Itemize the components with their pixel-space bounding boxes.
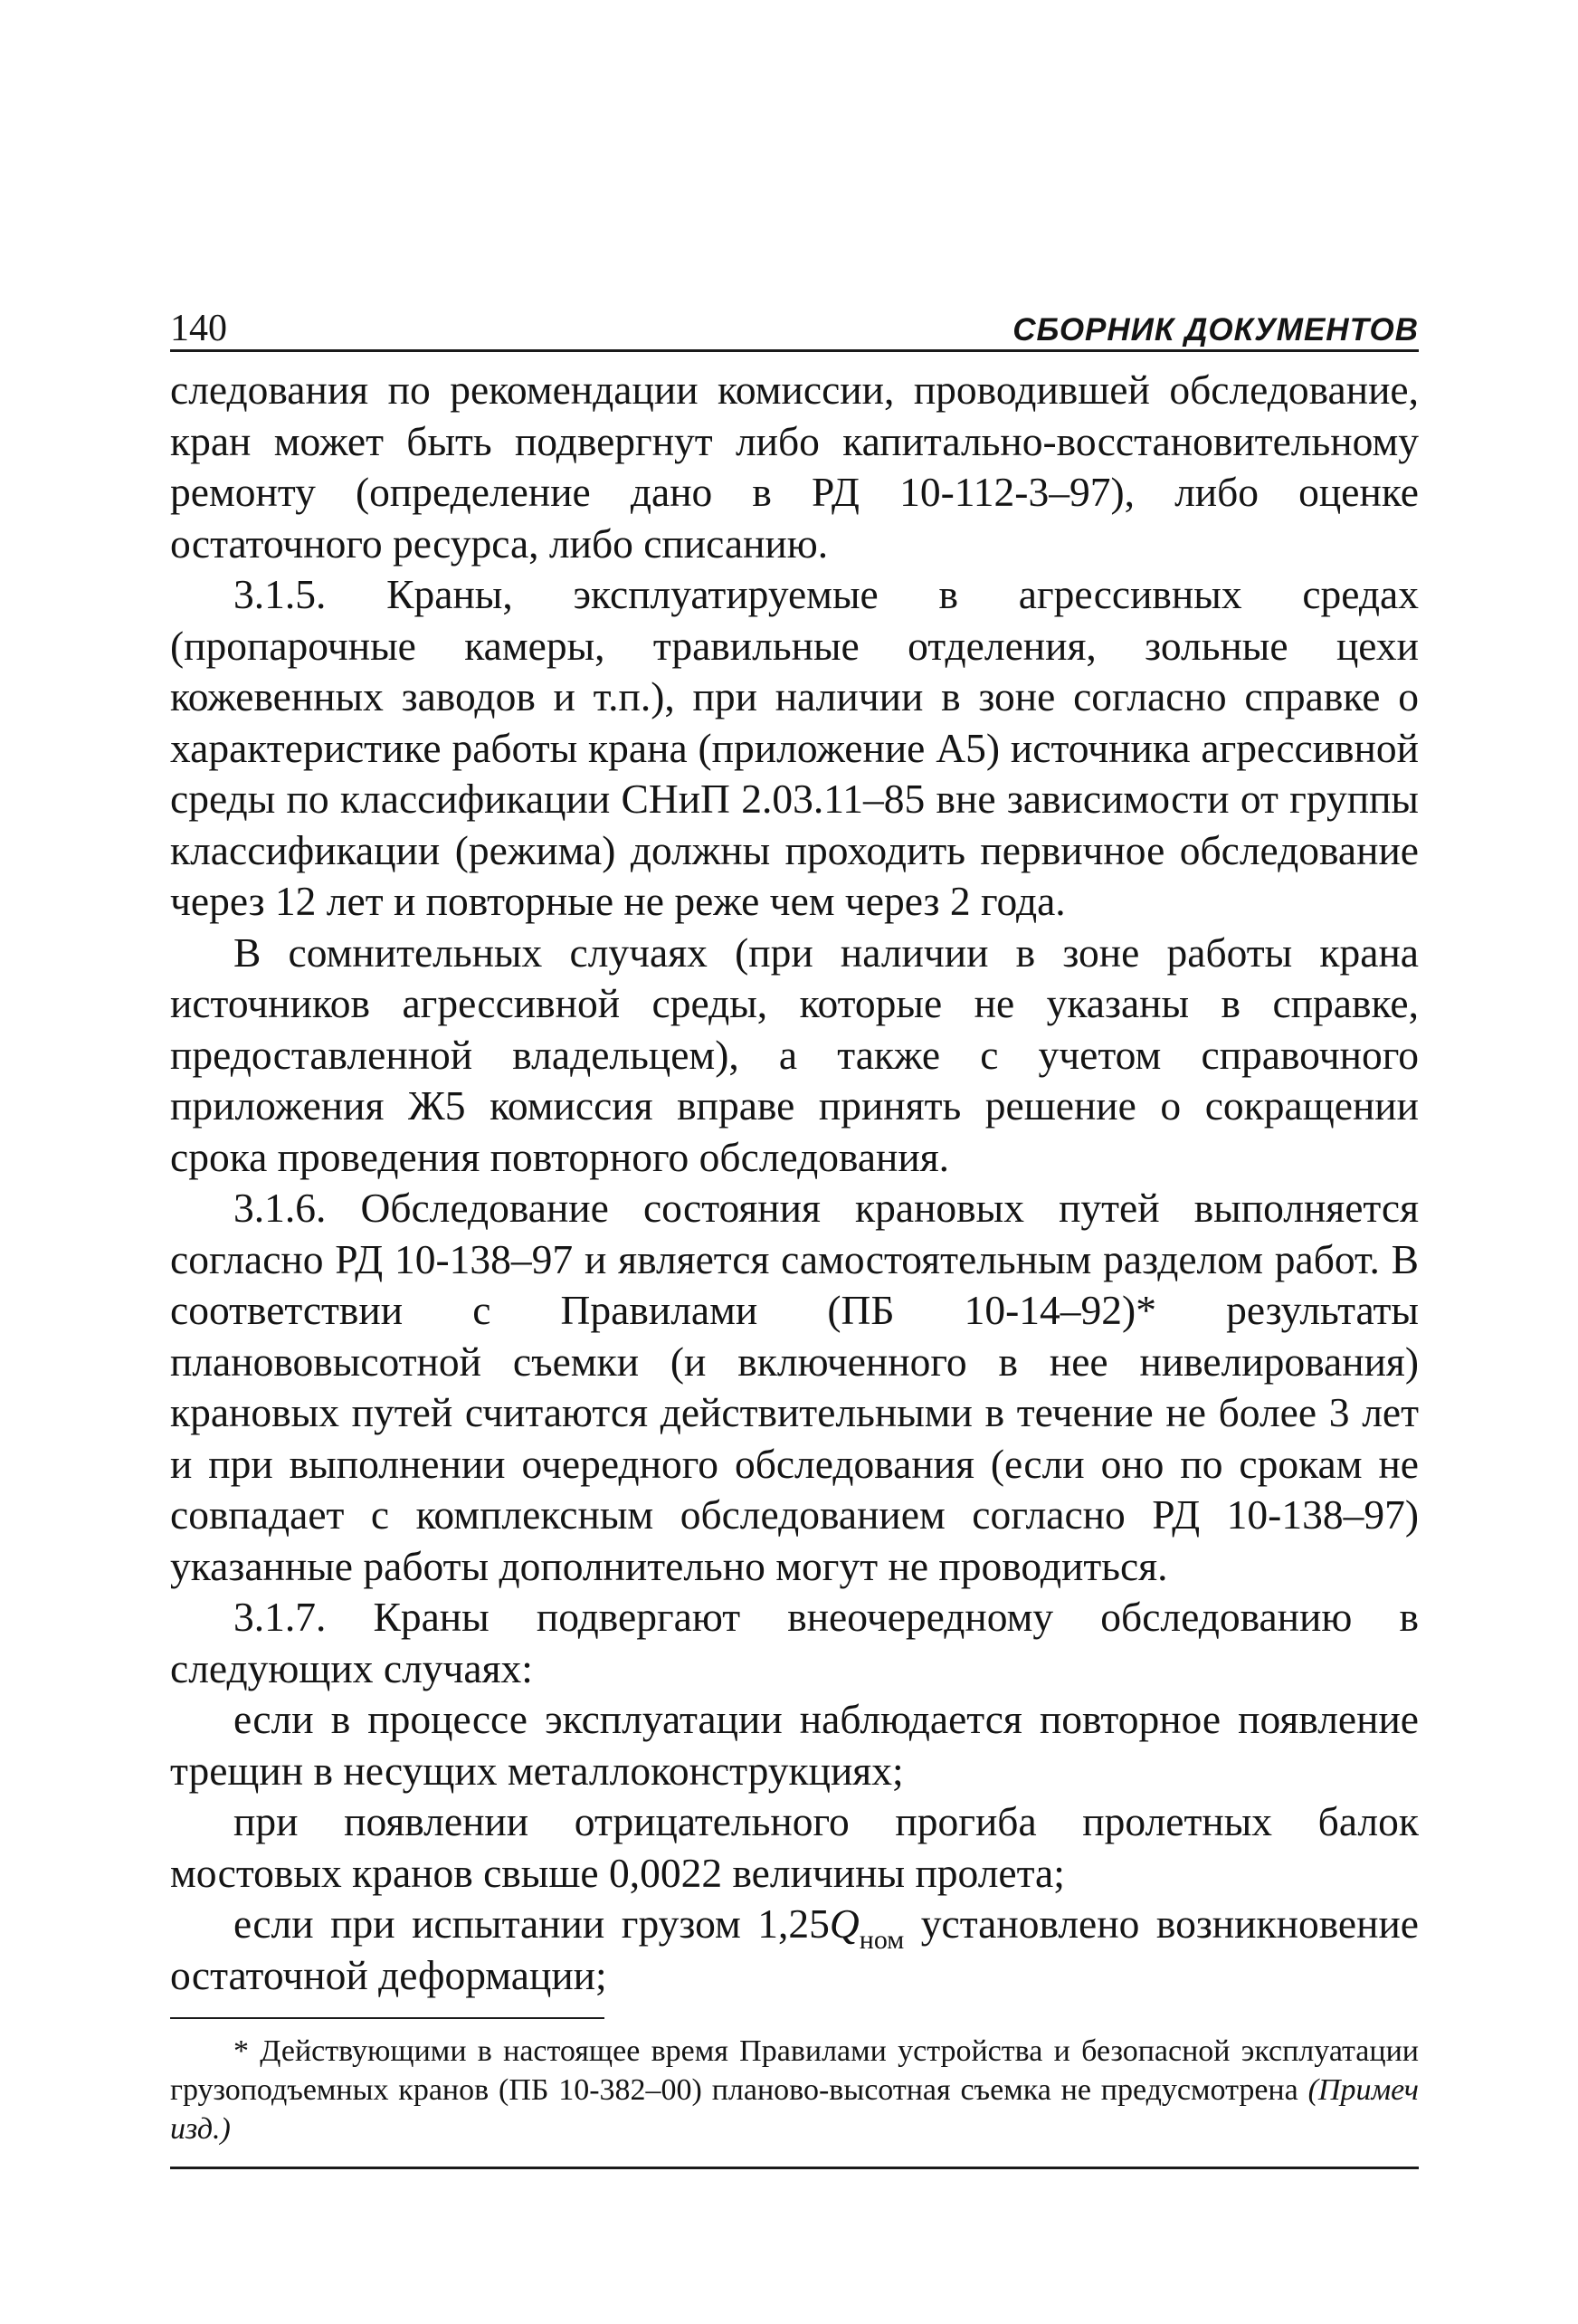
footnote-divider [170,2017,604,2019]
bottom-divider [170,2167,1419,2169]
footnote-body: * Действующими в настоящее время Правилами устройства и безопасной эксплуатации грузоподъемных кранов (ПБ 10-382–00) планово-высотная съемка не предусмотрена [170,2034,1419,2107]
running-title: СБОРНИК ДОКУМЕНТОВ [1012,312,1419,348]
footnote-editor-note: (Примеч изд.) [170,2073,1419,2146]
running-head [170,299,1419,352]
footnote [170,2032,1419,2148]
paragraph-continuation: следования по рекомендации комиссии, проводившей обследование, кран может быть подвергнут либо капитально-восстановительному ремонту (определение дано в РД 10-112-3–97), либо оценке остаточного ресурса, либо списанию. [170,367,1419,567]
body-text [170,365,1419,2001]
footnote-text [170,2032,1419,2148]
list-item-load-test [170,1899,1419,2001]
list-item-deflection: при появлении отрицательного прогиба пролетных балок мостовых кранов свыше 0,0022 величины пролета; [170,1798,1419,1896]
load-subscript: ном [859,1925,905,1955]
page-number: 140 [170,308,227,349]
paragraph-3-1-6: 3.1.6. Обследование состояния крановых путей выполняется согласно РД 10-138–97 и является самостоятельным разделом работ. В соответствии с Правилами (ПБ 10-14–92)* результаты планововысотной съемки (и включенного в нее нивелирования) крановых путей считаются действительными в течение не более 3 лет и при выполнении очередного обследования (если оно по срокам не совпадает с комплексным обследованием согласно РД 10-138–97) указанные работы дополнительно могут не проводиться. [170,1185,1419,1589]
document-page [170,299,1419,2169]
paragraph-3-1-7: 3.1.7. Краны подвергают внеочередному обследованию в следующих случаях: [170,1594,1419,1691]
paragraph-doubtful-cases: В сомнительных случаях (при наличии в зоне работы крана источников агрессивной среды, которые не указаны в справке, предоставленной владельцем), а также с учетом справочного приложения Ж5 комиссия вправе принять решение о сокращении срока проведения повторного обследования. [170,929,1419,1180]
load-test-text-end: установлено возникновение остаточной деформации; [170,1900,1420,1998]
paragraph-3-1-5: 3.1.5. Краны, эксплуатируемые в агрессивных средах (пропарочные камеры, травильные отделения, зольные цехи кожевенных заводов и т.п.), при наличии в зоне согласно справке о характеристике работы крана (приложение А5) источника агрессивной среды по классификации СНиП 2.03.11–85 вне зависимости от группы классификации (режима) должны проходить первичное обследование через 12 лет и повторные не реже чем через 2 года. [170,571,1419,924]
load-symbol: Q [829,1900,860,1947]
list-item-cracks: если в процессе эксплуатации наблюдается повторное появление трещин в несущих металлоконструкциях; [170,1696,1419,1794]
load-test-text-start: если при испытании грузом 1,25 [233,1900,830,1947]
